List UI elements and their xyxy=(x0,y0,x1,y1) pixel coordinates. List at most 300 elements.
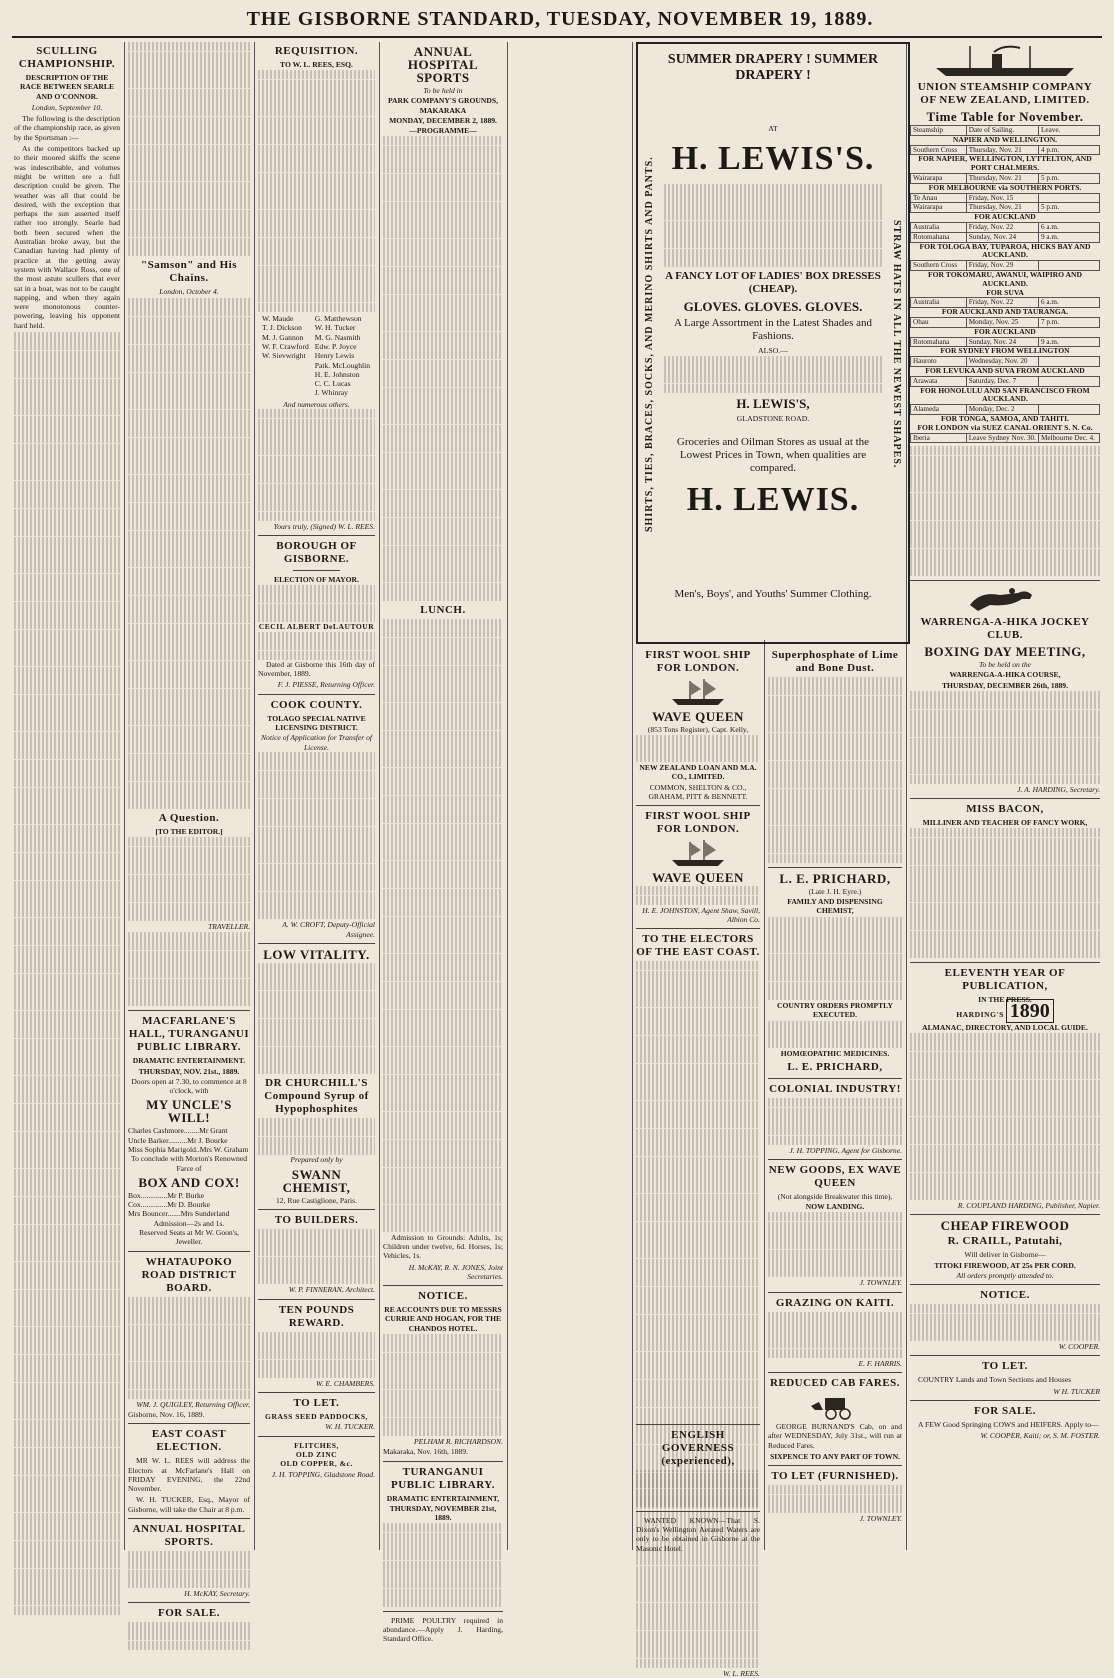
timetable-section xyxy=(911,135,1100,145)
east-coast-chair: W. H. TUCKER, Esq., Mayor of Gisborne, will take the Chair at 8 p.m. xyxy=(128,1495,250,1514)
drapery-gloves: GLOVES. GLOVES. GLOVES. xyxy=(683,298,863,314)
article-text-block xyxy=(14,332,120,1615)
cook-county-title: COOK COUNTY. xyxy=(270,698,363,711)
column-6 xyxy=(910,42,1100,1550)
article-text-block xyxy=(258,1332,375,1378)
farce-cast-1: Cox..............Mr D. Bourke xyxy=(128,1200,211,1210)
new-goods-title: NEW GOODS, EX WAVE QUEEN xyxy=(768,1163,902,1189)
column-2 xyxy=(128,42,250,1620)
requisition-name: Edw. P. Joyce xyxy=(314,341,357,351)
article-text-block xyxy=(768,1212,902,1277)
low-vitality-address: 12, Rue Castiglione, Paris. xyxy=(276,1195,357,1205)
prichard-subtitle: (Late J. H. Eyre.) xyxy=(808,886,862,896)
timetable-section-label: FOR SUVA xyxy=(986,287,1024,297)
wharerata-meeting: BOXING DAY MEETING, xyxy=(924,644,1086,660)
timetable-cell-ship: Southern Cross xyxy=(911,145,967,155)
article-text-block xyxy=(258,963,375,1074)
article-text-block xyxy=(258,585,375,622)
drapery-also: ALSO.— xyxy=(757,345,789,355)
wool-ship-2-name: WAVE QUEEN xyxy=(652,870,744,886)
timetable-header: Steamship xyxy=(911,126,967,136)
firewood-title: CHEAP FIREWOOD xyxy=(940,1218,1070,1234)
timetable-section xyxy=(911,270,1100,288)
timetable-row xyxy=(911,261,1100,271)
flitches-item: OLD ZINC xyxy=(295,1450,338,1460)
colonial-signature: J. H. TOPPING, Agent for Gisborne. xyxy=(789,1145,902,1155)
directory-press: IN THE PRESS. xyxy=(978,995,1032,1005)
requisition-name: M. J. Gannon xyxy=(262,332,304,342)
prichard-homeo: HOMŒOPATHIC MEDICINES. xyxy=(780,1049,890,1059)
wharerata-date: THURSDAY, DECEMBER 26th, 1889. xyxy=(941,680,1069,690)
timetable-section-label: NAPIER AND WELLINGTON. xyxy=(952,134,1058,144)
timetable-cell-date: Sunday, Nov. 24 xyxy=(966,337,1038,347)
article-text-block xyxy=(768,1021,902,1049)
whataupoko-dateline: Gisborne, Nov. 16, 1889. xyxy=(128,1409,205,1419)
colonial-title: COLONIAL INDUSTRY! xyxy=(769,1083,901,1096)
hospital-sports-admission: Admission to Grounds: Adults, 1s; Children under twelve, 6d. Horses, 1s; Vehicles, 1s. xyxy=(383,1232,503,1261)
article-text-block xyxy=(910,691,1100,784)
timetable-cell-time xyxy=(1038,376,1099,386)
macfarlane-date: THURSDAY, NOV. 21st., 1889. xyxy=(138,1066,240,1076)
article-text-block xyxy=(258,1229,375,1284)
timetable-section xyxy=(911,289,1100,298)
requisition-name: G. Matthewson xyxy=(314,314,362,324)
low-vitality-syrup: DR CHURCHILL'S Compound Syrup of Hypophosphites xyxy=(264,1077,369,1116)
article-text-block xyxy=(910,828,1100,958)
timetable-section-label: FOR AUCKLAND AND TAURANGA. xyxy=(941,307,1069,317)
firewood-body: Will deliver in Gisborne— xyxy=(964,1250,1046,1260)
timetable-cell-date: Saturday, Dec. 7 xyxy=(966,376,1038,386)
requisition-name: J. Whinray xyxy=(314,388,348,398)
east-coast-body: MR W. L. REES will address the Electors at McFarlane's Hall on FRIDAY EVENING, the 22nd November. xyxy=(128,1456,250,1494)
builders-title: TO BUILDERS. xyxy=(274,1213,359,1226)
samson-title: "Samson" and His Chains. xyxy=(140,258,238,284)
firewood-price: TITOKI FIREWOOD, AT 25s PER CORD. xyxy=(934,1260,1076,1270)
article-text-block xyxy=(383,1523,503,1606)
article-text-block xyxy=(258,752,375,919)
article-text-block xyxy=(636,961,760,1667)
electors-signature: W. L. REES. xyxy=(722,1668,760,1678)
wool-ship-1-title: FIRST WOOL SHIP FOR LONDON. xyxy=(645,649,751,674)
samson-dateline: London, October 4. xyxy=(159,286,219,296)
turanganui-title: TURANGANUI PUBLIC LIBRARY. xyxy=(391,1465,495,1491)
firewood-name: R. CRAILL, Patutahi, xyxy=(947,1235,1063,1248)
miss-bacon-title: MISS BACON, xyxy=(966,803,1044,816)
timetable-cell-ship: Iberia xyxy=(911,433,967,443)
low-vitality-prepared: Prepared only by xyxy=(290,1155,343,1165)
requisition-title: REQUISITION. xyxy=(274,45,359,57)
cab-sixpence: SIXPENCE TO ANY PART OF TOWN. xyxy=(770,1451,900,1461)
wharerata-held: To be held on the xyxy=(978,660,1032,670)
article-text-block xyxy=(128,837,250,920)
directory-name: HARDING'S xyxy=(956,1010,1004,1020)
to-let-paddocks-signature: W. H. TUCKER. xyxy=(325,1422,375,1432)
macfarlane-cast-1: Uncle Barker..........Mr J. Bourke xyxy=(128,1135,228,1145)
prichard-title: L. E. PRICHARD, xyxy=(779,870,891,886)
requisition-tail: And numerous others. xyxy=(283,399,350,409)
article-text-block xyxy=(128,1297,250,1399)
column-rule xyxy=(764,640,765,1550)
requisition-name: W. Maude xyxy=(262,314,294,324)
union-title: UNION STEAMSHIP COMPANY OF NEW ZEALAND, LIMITED. xyxy=(917,81,1093,106)
hospital-sports-programme: —PROGRAMME— xyxy=(409,126,477,136)
timetable-cell-ship: Wairarapa xyxy=(911,203,967,213)
timetable-header: Date of Sailing. xyxy=(966,126,1038,136)
wharerata-signature: J. A. HARDING, Secretary. xyxy=(1017,784,1100,794)
reward-title: TEN POUNDS REWARD. xyxy=(278,1303,355,1329)
miss-bacon-trade: MILLINER AND TEACHER OF FANCY WORK, xyxy=(922,818,1088,828)
timetable-section-label: FOR AUCKLAND xyxy=(974,326,1036,336)
article-text-block xyxy=(383,1334,503,1436)
cook-county-notice: Notice of Application for Transfer of License. xyxy=(260,733,373,752)
requisition-name: T. J. Dickson xyxy=(262,323,302,333)
drapery-top: SUMMER DRAPERY ! SUMMER DRAPERY ! xyxy=(667,52,879,83)
wool-ship-2-title: FIRST WOOL SHIP FOR LONDON. xyxy=(645,810,751,836)
timetable-section xyxy=(911,308,1100,318)
timetable-header: Leave. xyxy=(1038,126,1099,136)
article-text-block xyxy=(910,1304,1100,1341)
east-coast-title: EAST COAST ELECTION. xyxy=(151,1428,227,1454)
timetable-cell-time: 9 a.m. xyxy=(1038,232,1099,242)
cab-icon xyxy=(805,1392,865,1420)
whataupoko-signature: WM. J. QUIGLEY, Returning Officer, xyxy=(136,1399,250,1409)
requisition-name: W. Sievwright xyxy=(262,351,306,361)
timetable-section xyxy=(911,347,1100,357)
directory-almanac: ALMANAC, DIRECTORY, AND LOCAL GUIDE. xyxy=(922,1022,1088,1032)
timetable-section-label: FOR AUCKLAND xyxy=(974,212,1036,222)
ship-icon xyxy=(668,677,728,707)
firewood-orders: All orders promptly attended to. xyxy=(956,1271,1054,1280)
drapery-name-1: H. LEWIS'S. xyxy=(671,139,875,177)
timetable-section xyxy=(911,155,1100,174)
sculling-title: SCULLING CHAMPIONSHIP. xyxy=(18,45,116,70)
farce-cast-0: Box..............Mr P. Burke xyxy=(128,1190,205,1200)
sale-cows-title: FOR SALE. xyxy=(974,1405,1036,1418)
governess-title: ENGLISH GOVERNESS (experienced), xyxy=(661,1429,735,1467)
timetable-section-label: FOR TONGA, SAMOA, AND TAHITI. xyxy=(941,413,1069,423)
borough-candidate: CECIL ALBERT DeLAUTOUR xyxy=(258,622,375,632)
timetable-row xyxy=(911,317,1100,327)
timetable-cell-ship: Hauroto xyxy=(911,357,967,367)
article-text-block xyxy=(636,886,760,904)
hospital-sports-held: To be held in xyxy=(423,86,463,95)
drapery-side-right: STRAW HATS IN ALL THE NEWEST SHAPES. xyxy=(891,219,902,469)
column-4 xyxy=(383,42,503,1644)
borough-subtitle: ELECTION OF MAYOR. xyxy=(274,574,359,584)
drapery-fancy: A FANCY LOT OF LADIES' BOX DRESSES (CHEAP). xyxy=(665,269,881,295)
kaiti-title: GRAZING ON KAITI. xyxy=(775,1296,895,1309)
timetable-row xyxy=(911,173,1100,183)
timetable-row xyxy=(911,405,1100,415)
electors-title: TO THE ELECTORS OF THE EAST COAST. xyxy=(636,933,760,959)
new-goods-now: NOW LANDING. xyxy=(805,1202,865,1212)
column-5b xyxy=(636,646,760,1678)
borough-dateline: Dated at Gisborne this 16th day of November, 1889. xyxy=(258,659,375,679)
timetable-cell-ship: Rotomahana xyxy=(911,232,967,242)
timetable-cell-date: Friday, Nov. 29 xyxy=(966,261,1038,271)
timetable-cell-date: Monday, Dec. 2 xyxy=(966,405,1038,415)
to-let-country-title: TO LET. xyxy=(982,1360,1028,1373)
timetable-cell-time xyxy=(1038,405,1099,415)
timetable-row xyxy=(911,222,1100,232)
requisition-name: C. C. Lucas xyxy=(314,379,351,389)
article-text-block xyxy=(768,677,902,863)
timetable-section xyxy=(911,386,1100,405)
masthead: THE GISBORNE STANDARD, TUESDAY, NOVEMBER 19, 1889. xyxy=(246,8,874,30)
column-rule xyxy=(124,42,125,1550)
timetable-section-label: FOR HONOLULU AND SAN FRANCISCO FROM AUCKLAND. xyxy=(920,385,1090,404)
timetable-section-label: FOR SYDNEY FROM WELLINGTON xyxy=(940,346,1070,356)
prichard-trade: FAMILY AND DISPENSING CHEMIST, xyxy=(787,896,883,916)
article-text-block xyxy=(768,1312,902,1358)
cook-county-subtitle: TOLAGO SPECIAL NATIVE LICENSING DISTRICT. xyxy=(267,713,366,732)
wanted-ad: WANTED KNOWN—That S. Dixon's Wellington Aerated Waters are only to be obtained in Gisborne at the Masonic Hotel. xyxy=(636,1515,760,1553)
requisition-signed: Yours truly, (Signed) W. L. REES. xyxy=(273,521,375,531)
timetable-cell-date: Thursday, Nov. 21 xyxy=(966,145,1038,155)
for-sale-title: FOR SALE. xyxy=(158,1607,220,1620)
timetable-cell-date: Thursday, Nov. 21 xyxy=(966,173,1038,183)
hospital-sports-lunch: LUNCH. xyxy=(420,604,466,617)
sculling-lead: The following is the description of the championship race, as given by the Sportsman :— xyxy=(14,114,120,142)
cab-title: REDUCED CAB FARES. xyxy=(769,1377,901,1390)
timetable-row xyxy=(911,357,1100,367)
trespass-title: NOTICE. xyxy=(980,1289,1030,1302)
timetable-section xyxy=(911,213,1100,223)
masthead-rule xyxy=(12,36,1102,38)
notice-signature: PELHAM R. RICHARDSON. xyxy=(413,1436,503,1446)
flitches-signature: J. H. TOPPING, Gladstone Road. xyxy=(271,1469,375,1479)
timetable-cell-ship: Rotomahana xyxy=(911,337,967,347)
hospital-sports-date: MONDAY, DECEMBER 2, 1889. xyxy=(389,115,497,125)
macfarlane-cast-2: Miss Sophia Marigold..Mrs W. Graham xyxy=(128,1144,249,1154)
sculling-para: As the competitors backed up to their moored skiffs the scene was indescribable, and volumes might be written ere a full description could be given. The weather was all that could be desired, with the exception that perhaps the sun asserted itself rather too strongly. Searle had both been secured when the Australian broke away, but the Canadian having had plenty of practice at the getting away system with Wallace Ross, one of the most astute scullers that ever sat in a boat, was not to be caught napping, and when they again were monotonous counter-powering, leaving his opponent hard held. xyxy=(14,144,120,330)
question-editor: [TO THE EDITOR.] xyxy=(155,827,223,837)
turanganui-event: DRAMATIC ENTERTAINMENT, xyxy=(386,1493,500,1503)
directory-title: ELEVENTH YEAR OF PUBLICATION, xyxy=(944,967,1066,993)
wool-ship-1-agents: NEW ZEALAND LOAN AND M.A. CO., LIMITED. xyxy=(639,763,757,782)
timetable-row xyxy=(911,376,1100,386)
timetable-cell-ship: Australia xyxy=(911,222,967,232)
flitches-item: FLITCHES, xyxy=(294,1440,339,1450)
question-signature: TRAVELLER. xyxy=(207,921,250,931)
poultry-ad: PRIME POULTRY required in abundance.—Apply J. Harding, Standard Office. xyxy=(383,1615,503,1644)
timetable-cell-date: Leave Sydney Nov. 30. xyxy=(966,433,1038,443)
article-text-block xyxy=(636,1470,760,1507)
timetable-cell-time: 6 a.m. xyxy=(1038,222,1099,232)
timetable-cell-time: 5 p.m. xyxy=(1038,203,1099,213)
timetable-cell-date: Friday, Nov. 22 xyxy=(966,298,1038,308)
builders-signature: W. P. FINNERAN, Architect. xyxy=(288,1285,375,1295)
macfarlane-conclude: To conclude with Morton's Renowned Farce of xyxy=(131,1154,247,1173)
macfarlane-farce: BOX AND COX! xyxy=(138,1174,240,1190)
programme-events xyxy=(383,619,503,1232)
article-text-block xyxy=(128,42,250,256)
low-vitality-title: LOW VITALITY. xyxy=(263,946,370,962)
timetable-section xyxy=(911,242,1100,261)
requisition-names xyxy=(258,312,374,400)
wharerata-title: WARRENGA-A-HIKA JOCKEY CLUB. xyxy=(920,616,1090,642)
timetable-cell-time xyxy=(1038,193,1099,203)
timetable-cell-time: 6 a.m. xyxy=(1038,298,1099,308)
timetable-cell-ship: Te Anau xyxy=(911,193,967,203)
horse-icon xyxy=(960,585,1050,613)
directory-signature: R. COUPLAND HARDING, Publisher, Napier. xyxy=(957,1201,1100,1211)
ship-icon xyxy=(930,44,1080,78)
drapery-name-3: H. LEWIS. xyxy=(686,481,860,519)
directory-year: 1890 xyxy=(1006,999,1054,1023)
article-text-block xyxy=(128,932,250,1006)
prichard-name-2: L. E. PRICHARD, xyxy=(787,1061,883,1074)
requisition-name: W. F. Crawford xyxy=(262,341,309,351)
drapery-at: AT xyxy=(768,124,778,133)
article-text-block xyxy=(910,446,1100,576)
article-text-block xyxy=(258,409,375,520)
article-text-block xyxy=(910,1033,1100,1200)
annual-sports-title: ANNUAL HOSPITAL SPORTS. xyxy=(132,1523,246,1548)
timetable-cell-date: Friday, Nov. 22 xyxy=(966,222,1038,232)
wool-ship-1-detail: (853 Tons Register), Capt. Kelly, xyxy=(647,725,749,734)
drapery-side-left: SHIRTS, TIES, BRACES, SOCKS, AND MERINO SHIRTS AND PANTS. xyxy=(644,156,655,532)
superphosphate-title: Superphosphate of Lime and Bone Dust. xyxy=(771,649,899,674)
timetable-section-label: FOR LONDON via SUEZ CANAL ORIENT S. N. Co. xyxy=(917,422,1093,432)
to-let-furnished-title: TO LET (FURNISHED). xyxy=(771,1470,899,1483)
macfarlane-play: MY UNCLE'S WILL! xyxy=(146,1097,232,1126)
requisition-name: Patk. McLoughlin xyxy=(314,360,371,370)
article-text-block xyxy=(128,298,250,809)
low-vitality-chemist: SWANN CHEMIST, xyxy=(282,1166,351,1195)
notice-heading: RE ACCOUNTS DUE TO MESSRS CURRIE AND HOGAN, FOR THE CHANDOS HOTEL. xyxy=(384,1305,502,1333)
wool-ship-1-agents2: COMMON, SHELTON & CO., GRAHAM, PITT & BENNETT. xyxy=(648,782,748,802)
wool-ship-2-signature: H. E. JOHNSTON, Agent Shaw, Savill, Albion Co. xyxy=(642,905,760,924)
sale-cows-signature: W. COOPER, Kaiti; or, S. M. FOSTER. xyxy=(980,1431,1100,1441)
timetable-section-label: FOR LEVUKA AND SUVA FROM AUCKLAND xyxy=(925,365,1085,375)
farce-cast-2: Mrs Bouncer.......Mrs Sunderland xyxy=(128,1209,230,1219)
drapery-advert xyxy=(636,42,910,644)
column-3 xyxy=(258,42,375,1550)
to-let-country-body: COUNTRY Lands and Town Sections and Houses xyxy=(918,1375,1072,1385)
timetable-cell-ship: Australia xyxy=(911,298,967,308)
wharerata-course: WARRENGA-A-HIKA COURSE, xyxy=(949,670,1061,680)
sale-cows-body: A FEW Good Springing COWS and HEIFERS. Apply to— xyxy=(918,1420,1099,1430)
hospital-sports-secretaries: H. McKAY, R. N. JONES, Joint Secretaries. xyxy=(408,1262,503,1281)
timetable-cell-ship: Southern Cross xyxy=(911,261,967,271)
cab-body: GEORGE BURNAND'S Cab, on and after WEDNESDAY, July 31st., will run at Reduced Fares. xyxy=(768,1422,902,1450)
column-rule xyxy=(632,42,633,1550)
article-text-block xyxy=(636,735,760,763)
timetable-cell-ship: Arawata xyxy=(911,376,967,386)
timetable-cell-ship: Alameda xyxy=(911,405,967,415)
timetable-section-label: FOR NAPIER, WELLINGTON, LYTTELTON, AND PORT CHALMERS. xyxy=(918,154,1092,173)
macfarlane-doors: Doors open at 7.30, to commence at 8 o'clock, with xyxy=(131,1076,247,1096)
hospital-sports-grounds: PARK COMPANY'S GROUNDS, MAKARAKA xyxy=(387,96,499,115)
drapery-groceries: Groceries and Oilman Stores as usual at the Lowest Prices in Town, when qualities are compared. xyxy=(676,436,870,475)
timetable-section-label: FOR TOKOMARU, AWANUI, WAIPIRO AND AUCKLAND. xyxy=(927,269,1082,288)
timetable-cell-time: 4 p.m. xyxy=(1038,145,1099,155)
column-rule xyxy=(507,42,508,1550)
sculling-subtitle: DESCRIPTION OF THE RACE BETWEEN SEARLE AND O'CONNOR. xyxy=(19,73,115,101)
timetable-cell-time xyxy=(1038,357,1099,367)
ship-icon xyxy=(668,838,728,868)
timetable-section xyxy=(911,366,1100,376)
article-text-block xyxy=(258,632,375,660)
timetable-cell-time: 9 a.m. xyxy=(1038,337,1099,347)
reward-signature: W. E. CHAMBERS. xyxy=(316,1378,375,1388)
new-goods-sub: (Not alongside Breakwater this time), xyxy=(777,1191,893,1201)
timetable-cell-time: Melbourne Dec. 4. xyxy=(1038,433,1099,443)
timetable-row xyxy=(911,232,1100,242)
timetable-cell-date: Friday, Nov. 15 xyxy=(966,193,1038,203)
macfarlane-event: DRAMATIC ENTERTAINMENT. xyxy=(132,1056,246,1066)
timetable-row xyxy=(911,193,1100,203)
timetable-row xyxy=(911,433,1100,443)
sculling-dateline: London, September 10. xyxy=(31,102,103,112)
timetable-cell-date: Thursday, Nov. 21 xyxy=(966,203,1038,213)
hospital-sports-title: ANNUAL HOSPITAL SPORTS xyxy=(407,44,479,85)
timetable-section xyxy=(911,424,1100,433)
column-5b-lower xyxy=(636,1420,760,1553)
article-text-block xyxy=(768,1098,902,1144)
column-1 xyxy=(14,42,120,1550)
timetable-section-label: FOR TOLOGA BAY, TUPAROA, HICKS BAY AND AUCKLAND. xyxy=(919,241,1091,260)
notice-title: NOTICE. xyxy=(418,1290,468,1303)
to-let-furnished-signature: J. TOWNLEY. xyxy=(859,1513,902,1523)
cook-county-signature: A. W. CROFT, Deputy-Official Assignee. xyxy=(282,920,375,939)
timetable-cell-date: Monday, Nov. 25 xyxy=(966,317,1038,327)
to-let-paddocks-body: GRASS SEED PADDOCKS, xyxy=(265,1412,368,1422)
article-text-block xyxy=(768,1485,902,1513)
programme-events xyxy=(383,136,503,601)
whataupoko-title: WHATAUPOKO ROAD DISTRICT BOARD. xyxy=(141,1255,237,1294)
timetable-cell-ship: Wairarapa xyxy=(911,173,967,183)
kaiti-signature: E. F. HARRIS. xyxy=(858,1358,902,1368)
requisition-name: Henry Lewis xyxy=(314,351,355,361)
borough-signature: F. J. PIESSE, Returning Officer. xyxy=(277,680,375,690)
wool-ship-1-name: WAVE QUEEN xyxy=(652,709,744,724)
question-title: A Question. xyxy=(158,812,220,825)
column-rule xyxy=(379,42,380,1550)
notice-dateline: Makaraka, Nov. 16th, 1889. xyxy=(383,1447,468,1457)
macfarlane-admission: Admission—2s and 1s. xyxy=(153,1218,225,1228)
to-let-country-signature: W H. TUCKER xyxy=(1053,1386,1100,1396)
drapery-name-2: H. LEWIS'S, xyxy=(736,395,810,411)
timetable-cell-time xyxy=(1038,261,1099,271)
new-goods-signature: J. TOWNLEY. xyxy=(859,1278,902,1288)
macfarlane-title: MACFARLANE'S HALL, TURANGANUI PUBLIC LIBRARY. xyxy=(128,1015,250,1054)
union-table-title: Time Table for November. xyxy=(926,109,1084,124)
flitches-item: OLD COPPER, &c. xyxy=(280,1459,353,1469)
trespass-signature: W. COOPER. xyxy=(1058,1342,1100,1352)
requisition-name: W. H. Tucker xyxy=(314,323,356,333)
drapery-address: GLADSTONE ROAD. xyxy=(736,413,810,423)
article-text-block xyxy=(258,70,375,311)
requisition-name: M. G. Nasmith xyxy=(314,332,361,342)
article-text-block xyxy=(258,1118,375,1155)
requisition-to: TO W. L. REES, ESQ. xyxy=(280,60,353,69)
timetable-section xyxy=(911,183,1100,193)
timetable-section xyxy=(911,327,1100,337)
column-rule xyxy=(254,42,255,1550)
article-text-block xyxy=(128,1551,250,1588)
annual-sports-signature: H. McKAY, Secretary. xyxy=(184,1588,250,1598)
drapery-clothing: Men's, Boys', and Youths' Summer Clothing. xyxy=(674,588,872,601)
prichard-country: COUNTRY ORDERS PROMPTLY EXECUTED. xyxy=(776,1000,894,1020)
article-text-block xyxy=(768,917,902,1000)
macfarlane-seats: Reserved Seats at Mr W. Goon's, Jeweller. xyxy=(139,1228,239,1247)
timetable-cell-date: Sunday, Nov. 24 xyxy=(966,232,1038,242)
timetable-cell-time: 5 p.m. xyxy=(1038,173,1099,183)
timetable-cell-time: 7 p.m. xyxy=(1038,317,1099,327)
timetable-cell-date: Wednesday, Nov. 20 xyxy=(966,357,1038,367)
